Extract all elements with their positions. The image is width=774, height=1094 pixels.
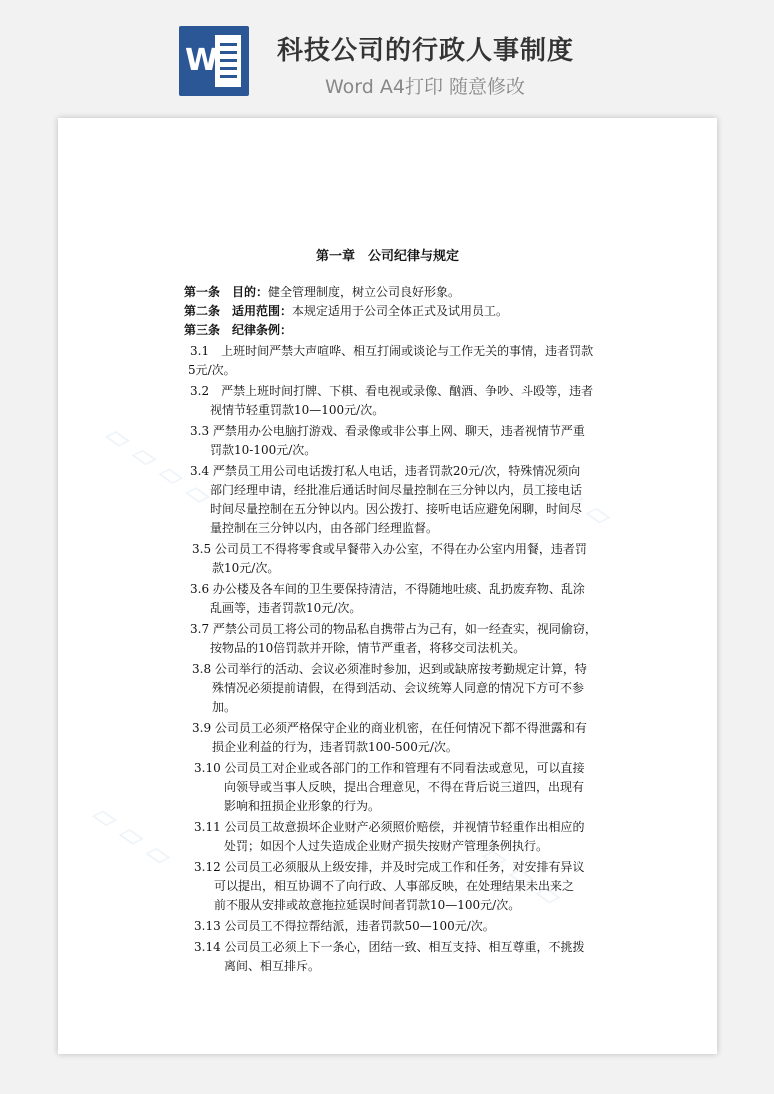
header [0, 0, 774, 110]
discipline-item [184, 342, 604, 380]
discipline-item [184, 382, 604, 420]
item-continued-line: 影响和扭损企业形象的行为。 [224, 799, 381, 813]
item-continued-line: 按物品的10倍罚款并开除，情节严重者，将移交司法机关。 [210, 641, 526, 655]
discipline-item [184, 938, 604, 976]
item-continued-line: 前不服从安排或故意拖拉延误时间者罚款10—100元/次。 [214, 898, 521, 912]
discipline-item [184, 620, 604, 658]
item-first-line: 3.5 公司员工不得将零食或早餐带入办公室，不得在办公室内用餐，违者罚 [192, 542, 587, 556]
article-2 [184, 302, 604, 321]
item-continued-line: 乱画等，违者罚款10元/次。 [210, 601, 362, 615]
item-first-line: 3.13 公司员工不得拉帮结派，违者罚款50—100元/次。 [194, 919, 495, 933]
discipline-item [184, 422, 604, 460]
item-continued-line: 5元/次。 [188, 363, 236, 377]
discipline-item [184, 462, 604, 538]
watermark: ▱ ▱ ▱ [85, 795, 179, 876]
item-continued-line: 加。 [212, 700, 237, 714]
discipline-item [184, 818, 604, 856]
document-body [184, 283, 604, 976]
discipline-item [184, 917, 604, 936]
discipline-item [184, 580, 604, 618]
item-first-line: 3.7 严禁公司员工将公司的物品私自携带占为己有，如一经查实，视同偷窃， [190, 622, 597, 636]
item-continued-line: 时间尽量控制在五分钟以内。因公拨打、接听电话应避免闲聊，时间尽 [210, 502, 583, 516]
item-continued-line: 向领导或当事人反映，提出合理意见，不得在背后说三道四，出现有 [224, 780, 585, 794]
article-3 [184, 321, 604, 340]
item-first-line: 3.10 公司员工对企业或各部门的工作和管理有不同看法或意见，可以直接 [194, 761, 585, 775]
discipline-items [184, 342, 604, 976]
document-page [58, 118, 717, 1054]
discipline-item [184, 759, 604, 816]
item-first-line: 3.1 上班时间严禁大声喧哗、相互打闹或谈论与工作无关的事情，违者罚款 [190, 344, 594, 358]
item-continued-line: 殊情况必须提前请假，在得到活动、会议统筹人同意的情况下方可不参 [212, 681, 585, 695]
item-first-line: 3.8 公司举行的活动、会议必须准时参加，迟到或缺席按考勤规定计算，特 [192, 662, 587, 676]
item-continued-line: 款10元/次。 [212, 561, 280, 575]
article-1 [184, 283, 604, 302]
discipline-item [184, 719, 604, 757]
discipline-item [184, 540, 604, 578]
item-first-line: 3.4 严禁员工用公司电话拨打私人电话，违者罚款20元/次，特殊情况须向 [190, 464, 581, 478]
discipline-item [184, 858, 604, 915]
item-continued-line: 处罚；如因个人过失造成企业财产损失按财产管理条例执行。 [224, 839, 549, 853]
article-label: 第一条 目的： [184, 285, 269, 299]
item-first-line: 3.2 严禁上班时间打牌、下棋、看电视或录像、酗酒、争吵、斗殴等，违者 [190, 384, 594, 398]
item-first-line: 3.12 公司员工必须服从上级安排，并及时完成工作和任务，对安排有异议 [194, 860, 585, 874]
item-continued-line: 视情节轻重罚款10—100元/次。 [210, 403, 385, 417]
item-continued-line: 罚款10-100元/次。 [210, 443, 317, 457]
chapter-title: 第一章 公司纪律与规定 [315, 249, 459, 264]
word-icon [179, 26, 249, 96]
item-first-line: 3.3 严禁用办公电脑打游戏、看录像或非公事上网、聊天，违者视情节严重 [190, 424, 585, 438]
watermark: ▱ ▱ ▱ [525, 455, 619, 536]
item-continued-line: 损企业利益的行为，违者罚款100-500元/次。 [212, 740, 458, 754]
discipline-item [184, 660, 604, 717]
watermark: ▱ ▱ ▱ [475, 835, 569, 916]
item-first-line: 3.6 办公楼及各车间的卫生要保持清洁，不得随地吐痰、乱扔废弃物、乱涂 [190, 582, 585, 596]
article-text: 本规定适用于公司全体正式及试用员工。 [292, 304, 509, 318]
page-title: 科技公司的行政人事制度 [277, 36, 575, 66]
item-continued-line: 部门经理申请，经批准后通话时间尽量控制在三分钟以内，员工接电话 [210, 483, 583, 497]
page-subtitle: Word A4打印 随意修改 [325, 76, 526, 98]
item-continued-line: 量控制在三分钟以内，由各部门经理监督。 [210, 521, 439, 535]
item-first-line: 3.9 公司员工必须严格保守企业的商业机密，在任何情况下都不得泄露和有 [192, 721, 587, 735]
item-continued-line: 离间、相互排斥。 [224, 959, 321, 973]
item-first-line: 3.14 公司员工必须上下一条心，团结一致、相互支持、相互尊重，不挑拨 [194, 940, 585, 954]
item-continued-line: 可以提出，相互协调不了向行政、人事部反映，在处理结果未出来之 [214, 879, 575, 893]
document-lines-icon [215, 35, 241, 87]
article-label: 第二条 适用范围： [184, 304, 293, 318]
watermark: ▱ ▱ ▱ ▱ [98, 416, 219, 515]
word-icon-letter: W [185, 43, 219, 78]
item-first-line: 3.11 公司员工故意损坏企业财产必须照价赔偿，并视情节轻重作出相应的 [194, 820, 585, 834]
article-text: 健全管理制度，树立公司良好形象。 [268, 285, 461, 299]
article-label: 第三条 纪律条例： [184, 323, 293, 337]
